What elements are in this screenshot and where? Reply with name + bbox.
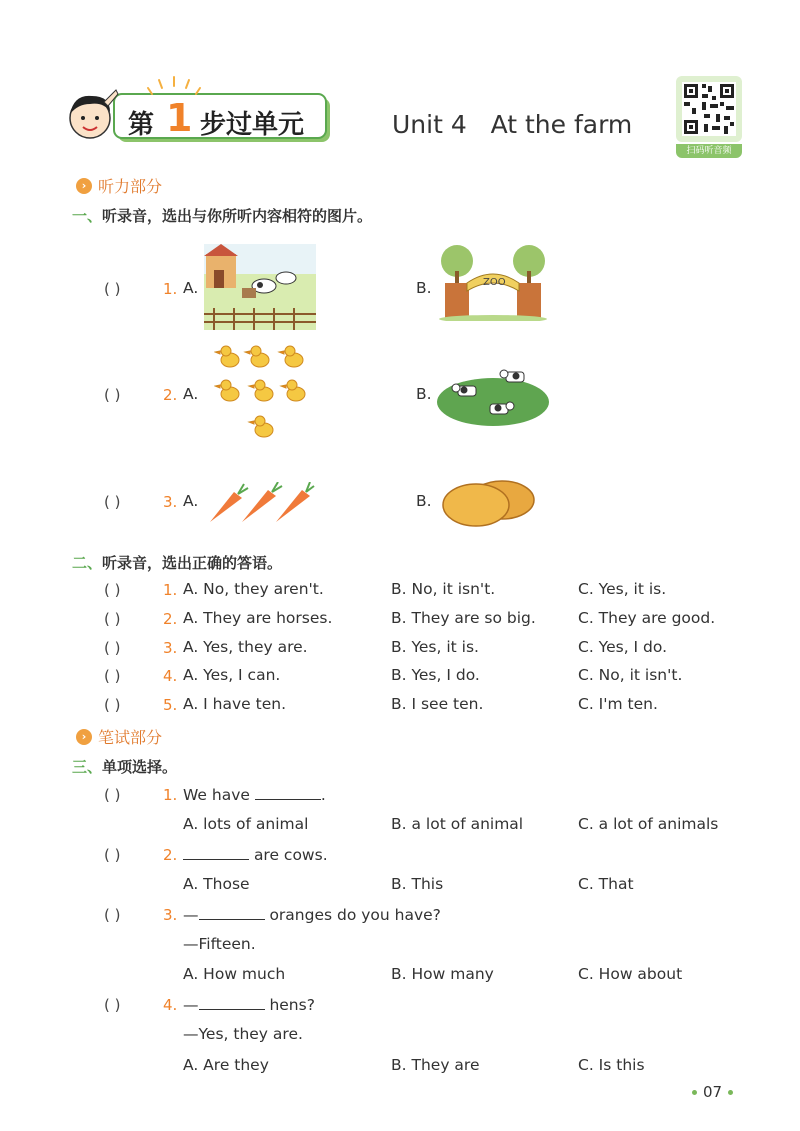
svg-text:ZOO: ZOO — [483, 277, 506, 288]
option-a[interactable]: A. Yes, I can. — [183, 666, 281, 684]
option-a[interactable]: A. How much — [183, 965, 286, 983]
question-reply: —Fifteen. — [183, 935, 256, 953]
question-number: 2. — [163, 610, 178, 628]
option-c[interactable]: C. I'm ten. — [578, 695, 658, 713]
option-a[interactable]: A. Are they — [183, 1056, 269, 1074]
question-stem — [183, 905, 441, 924]
answer-paren[interactable]: ( ) — [104, 996, 121, 1014]
option-a[interactable]: A. Those — [183, 875, 250, 893]
stem-text: oranges do you have? — [269, 906, 441, 924]
answer-paren[interactable]: ( ) — [104, 667, 121, 685]
question-number: 1. — [163, 581, 178, 599]
part1-heading — [72, 205, 372, 226]
fill-blank[interactable] — [199, 995, 265, 1010]
fill-blank[interactable] — [199, 905, 265, 920]
answer-paren[interactable]: ( ) — [104, 639, 121, 657]
option-c[interactable]: C. How about — [578, 965, 683, 983]
question-stem — [183, 785, 326, 804]
option-a-label: A. — [183, 492, 199, 510]
writing-section-label — [76, 725, 162, 748]
listening-label-text: 听力部分 — [98, 177, 163, 196]
part1-instruction: 听录音，选出与你所听内容相符的图片。 — [102, 207, 373, 225]
part3-heading — [72, 756, 177, 777]
option-a-label: A. — [183, 279, 199, 297]
sun-rays-icon — [144, 72, 204, 98]
writing-label-text: 笔试部分 — [98, 728, 163, 747]
question-number: 2. — [163, 386, 178, 404]
fill-blank[interactable] — [183, 845, 249, 860]
answer-paren[interactable]: ( ) — [104, 493, 121, 511]
stem-text: We have — [183, 786, 250, 804]
qr-code-icon — [676, 76, 742, 142]
chevron-right-icon: › — [76, 178, 92, 194]
part3-number: 三、 — [72, 758, 103, 776]
answer-paren[interactable]: ( ) — [104, 280, 121, 298]
stem-text: hens? — [269, 996, 315, 1014]
dot-icon — [692, 1090, 697, 1095]
option-b[interactable]: B. They are — [391, 1056, 480, 1074]
title-step-prefix: 第 — [128, 110, 155, 140]
answer-paren[interactable]: ( ) — [104, 696, 121, 714]
stem-text: . — [320, 786, 326, 804]
question-number: 4. — [163, 996, 178, 1014]
dot-icon — [728, 1090, 733, 1095]
listening-section-label — [76, 174, 162, 197]
option-c[interactable]: C. Is this — [578, 1056, 645, 1074]
option-a-label: A. — [183, 385, 199, 403]
question-number: 1. — [163, 786, 178, 804]
question-number: 4. — [163, 667, 178, 685]
unit-title: Unit 4 At the farm — [392, 110, 633, 139]
qr-caption: 扫码听音频 — [676, 144, 742, 158]
question-number: 3. — [163, 906, 178, 924]
option-a[interactable]: A. No, they aren't. — [183, 580, 324, 598]
potatoes-picture[interactable] — [440, 478, 538, 528]
option-b[interactable]: B. a lot of animal — [391, 815, 524, 833]
option-b-label: B. — [416, 385, 432, 403]
qr-code[interactable] — [676, 76, 742, 156]
carrots-picture[interactable] — [206, 482, 316, 524]
question-number: 3. — [163, 639, 178, 657]
question-reply: —Yes, they are. — [183, 1025, 303, 1043]
question-number: 1. — [163, 280, 178, 298]
part2-number: 二、 — [72, 554, 103, 572]
option-b[interactable]: B. Yes, I do. — [391, 666, 480, 684]
option-c[interactable]: C. a lot of animals — [578, 815, 719, 833]
question-stem — [183, 995, 315, 1014]
option-c[interactable]: C. Yes, I do. — [578, 638, 668, 656]
question-number: 3. — [163, 493, 178, 511]
option-c[interactable]: C. Yes, it is. — [578, 580, 667, 598]
option-a[interactable]: A. I have ten. — [183, 695, 287, 713]
stem-text: are cows. — [253, 846, 328, 864]
zoo-gate-picture[interactable] — [437, 243, 549, 321]
stem-text: — — [183, 906, 199, 924]
option-c[interactable]: C. That — [578, 875, 634, 893]
option-b-label: B. — [416, 492, 432, 510]
option-a[interactable]: A. Yes, they are. — [183, 638, 308, 656]
option-b[interactable]: B. How many — [391, 965, 494, 983]
title-step-suffix: 步过单元 — [200, 110, 305, 140]
cows-picture[interactable] — [436, 364, 550, 428]
option-c[interactable]: C. They are good. — [578, 609, 716, 627]
part3-instruction: 单项选择。 — [102, 758, 178, 776]
option-b[interactable]: B. I see ten. — [391, 695, 484, 713]
option-b[interactable]: B. They are so big. — [391, 609, 536, 627]
part2-instruction: 听录音，选出正确的答语。 — [102, 554, 283, 572]
question-number: 2. — [163, 846, 178, 864]
answer-paren[interactable]: ( ) — [104, 610, 121, 628]
option-b[interactable]: B. This — [391, 875, 444, 893]
title-step-number: 1 — [166, 96, 193, 140]
option-a[interactable]: A. They are horses. — [183, 609, 333, 627]
answer-paren[interactable]: ( ) — [104, 846, 121, 864]
option-a[interactable]: A. lots of animal — [183, 815, 309, 833]
answer-paren[interactable]: ( ) — [104, 386, 121, 404]
option-c[interactable]: C. No, it isn't. — [578, 666, 683, 684]
option-b-label: B. — [416, 279, 432, 297]
option-b[interactable]: B. No, it isn't. — [391, 580, 496, 598]
option-b[interactable]: B. Yes, it is. — [391, 638, 479, 656]
fill-blank[interactable] — [255, 785, 321, 800]
part2-heading — [72, 552, 282, 573]
answer-paren[interactable]: ( ) — [104, 581, 121, 599]
farm-picture[interactable] — [204, 244, 316, 330]
chevron-right-icon: › — [76, 729, 92, 745]
answer-paren[interactable]: ( ) — [104, 786, 121, 804]
page-number-block — [692, 1083, 733, 1101]
question-number: 5. — [163, 696, 178, 714]
answer-paren[interactable]: ( ) — [104, 906, 121, 924]
stem-text: — — [183, 996, 199, 1014]
question-stem — [183, 845, 328, 864]
ducks-picture[interactable] — [214, 340, 310, 444]
part1-number: 一、 — [72, 207, 103, 225]
page-number: 07 — [703, 1083, 723, 1101]
